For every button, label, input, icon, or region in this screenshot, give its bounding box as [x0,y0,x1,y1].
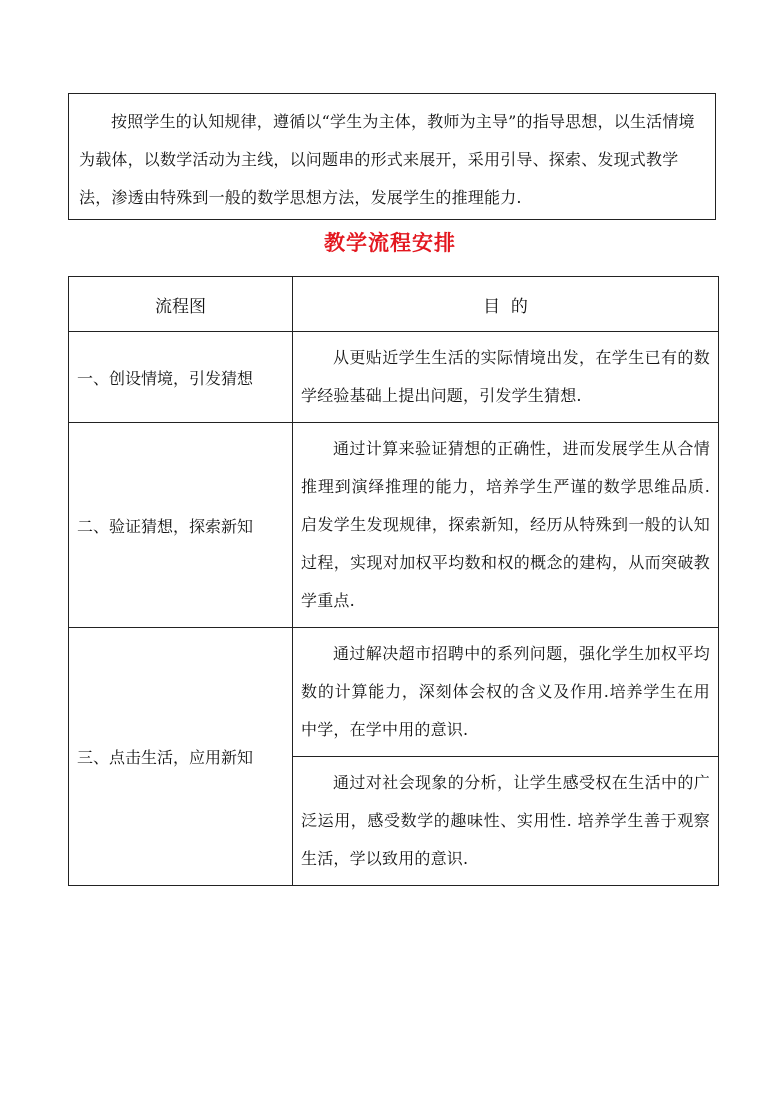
step-label-1: 一、创设情境，引发猜想 [69,332,293,423]
table-row [69,628,719,757]
step-label-3: 三、点击生活，应用新知 [69,628,293,886]
purpose-cell-3a: 通过解决超市招聘中的系列问题，强化学生加权平均数的计算能力，深刻体会权的含义及作用.培养学生在用中学，在学中用的意识. [293,628,719,757]
purpose-cell-1: 从更贴近学生生活的实际情境出发，在学生已有的数学经验基础上提出问题，引发学生猜想. [293,332,719,423]
teaching-flow-table [68,276,719,886]
purpose-cell-2: 通过计算来验证猜想的正确性，进而发展学生从合情推理到演绎推理的能力，培养学生严谨的数学思维品质.启发学生发现规律，探索新知，经历从特殊到一般的认知过程，实现对加权平均数和权的概念的建构，从而突破教学重点. [293,423,719,628]
table-row [69,423,719,628]
section-title: 教学流程安排 [324,230,456,255]
table-header-row [69,277,719,332]
header-flow-chart: 流程图 [69,277,293,332]
header-purpose: 目 的 [293,277,719,332]
intro-paragraph: 按照学生的认知规律，遵循以“学生为主体，教师为主导”的指导思想，以生活情境为载体，以数学活动为主线，以问题串的形式来展开，采用引导、探索、发现式教学法，渗透由特殊到一般的数学思想方法，发展学生的推理能力. [79,112,695,207]
step-label-2: 二、验证猜想，探索新知 [69,423,293,628]
table-row [69,332,719,423]
purpose-cell-3b: 通过对社会现象的分析，让学生感受权在生活中的广泛运用，感受数学的趣味性、实用性. 培养学生善于观察生活，学以致用的意识. [293,757,719,886]
intro-text-box [68,93,716,220]
